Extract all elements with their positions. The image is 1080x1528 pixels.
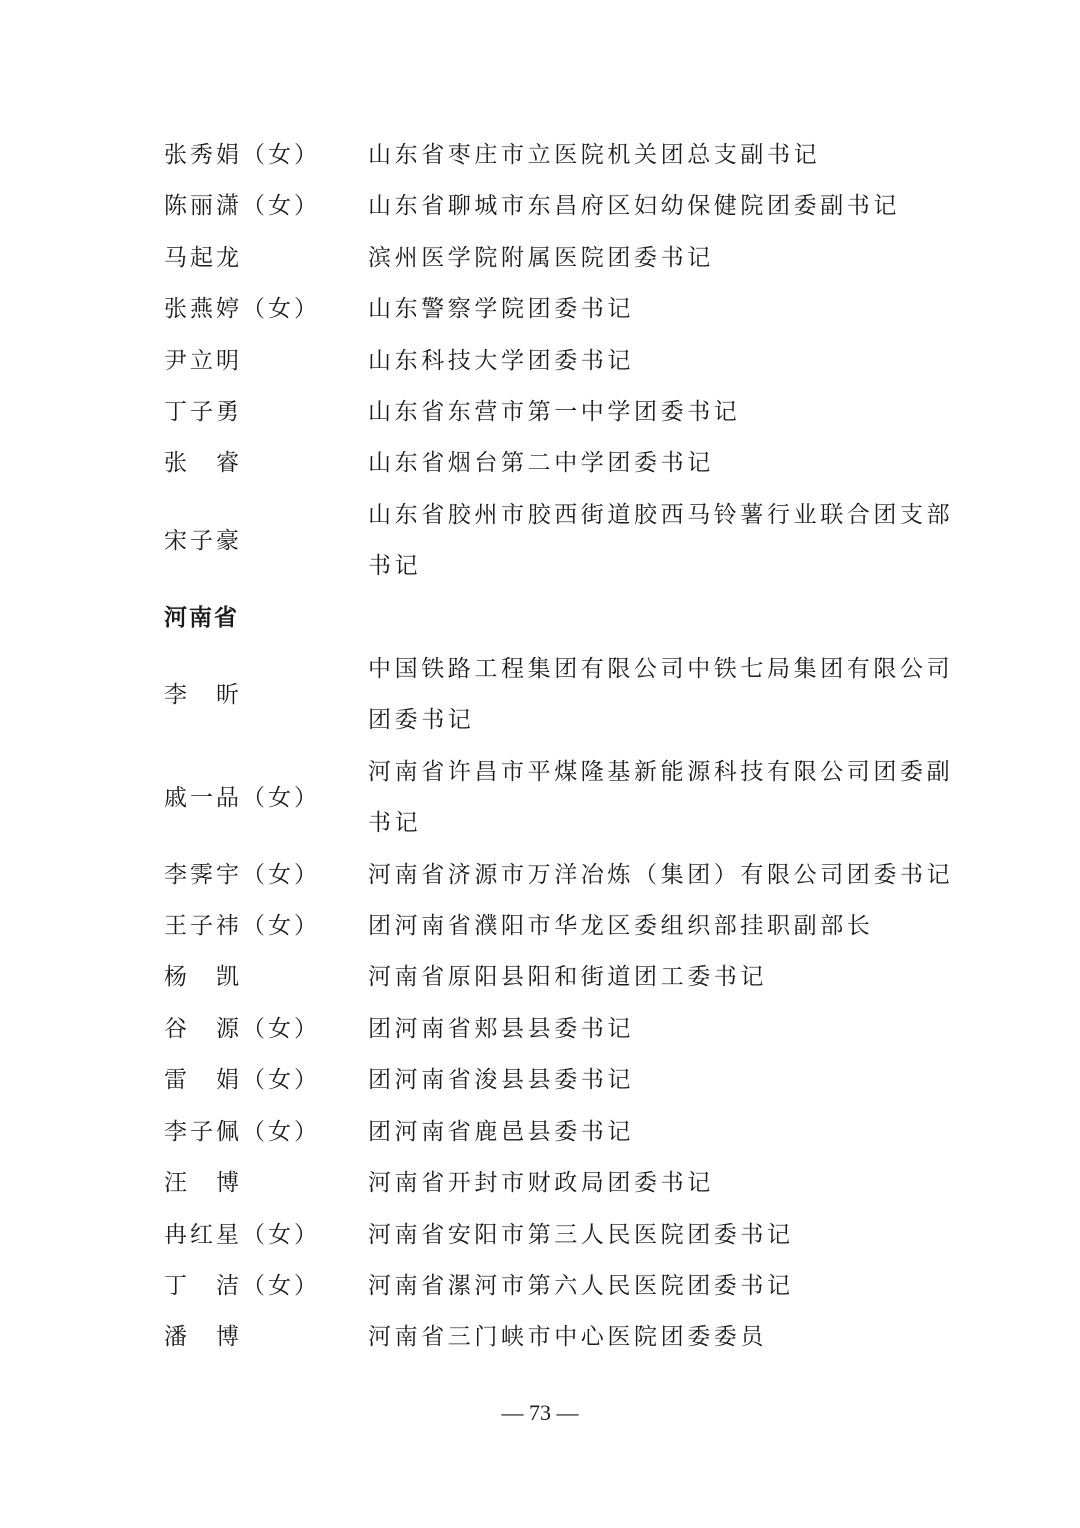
person-name: 杨 凯	[164, 964, 242, 991]
list-item	[164, 1107, 954, 1158]
list-item	[164, 233, 954, 284]
person-position: 山东省胶州市胶西街道胶西马铃薯行业联合团支部书记	[368, 501, 954, 580]
list-item	[164, 850, 954, 901]
name-list	[164, 130, 954, 1364]
person-name: 汪 博	[164, 1170, 242, 1197]
section-heading: 河南省	[164, 604, 239, 631]
list-item	[164, 284, 954, 335]
person-position: 河南省开封市财政局团委书记	[368, 1170, 714, 1197]
person-name: 张秀娟（女）	[164, 142, 320, 168]
person-position: 山东省东营市第一中学团委书记	[368, 399, 741, 426]
person-position: 河南省漯河市第六人民医院团委书记	[368, 1272, 794, 1299]
person-position: 山东省枣庄市立医院机关团总支副书记	[368, 142, 821, 168]
person-position: 河南省原阳县阳和街道团工委书记	[368, 964, 767, 991]
person-name: 张 睿	[164, 450, 242, 477]
person-name: 马起龙	[164, 244, 242, 271]
person-position: 团河南省濮阳市华龙区委组织部挂职副部长	[368, 913, 874, 940]
person-position: 中国铁路工程集团有限公司中铁七局集团有限公司团委书记	[368, 656, 954, 734]
person-position: 河南省三门峡市中心医院团委委员	[368, 1324, 767, 1351]
list-item	[164, 1261, 954, 1312]
person-name: 冉红星（女）	[164, 1221, 320, 1248]
list-item	[164, 1210, 954, 1261]
list-item	[164, 438, 954, 489]
person-position: 团河南省鹿邑县委书记	[368, 1118, 634, 1145]
person-name: 李 昕	[164, 681, 242, 708]
person-name: 宋子豪	[164, 527, 242, 554]
person-position: 山东省烟台第二中学团委书记	[368, 450, 714, 477]
person-name: 丁子勇	[164, 399, 242, 426]
person-position: 山东警察学院团委书记	[368, 296, 634, 323]
list-item	[164, 1312, 954, 1363]
person-position: 河南省许昌市平煤隆基新能源科技有限公司团委副书记	[368, 758, 954, 837]
person-name: 丁 洁（女）	[164, 1272, 320, 1299]
list-item	[164, 1055, 954, 1106]
list-item	[164, 1004, 954, 1055]
person-position: 山东省聊城市东昌府区妇幼保健院团委副书记	[368, 193, 900, 220]
list-item	[164, 130, 954, 181]
list-item	[164, 181, 954, 232]
list-item	[164, 644, 954, 747]
list-item	[164, 336, 954, 387]
list-item	[164, 952, 954, 1003]
person-name: 谷 源（女）	[164, 1015, 320, 1042]
person-name: 李子佩（女）	[164, 1118, 320, 1145]
person-position: 团河南省浚县县委书记	[368, 1067, 634, 1094]
person-name: 王子祎（女）	[164, 913, 320, 940]
list-item	[164, 387, 954, 438]
person-position: 团河南省郏县县委书记	[368, 1015, 634, 1042]
list-item	[164, 1158, 954, 1209]
person-name: 戚一品（女）	[164, 784, 320, 811]
person-name: 潘 博	[164, 1324, 242, 1351]
page-number: — 73 —	[501, 1400, 579, 1425]
person-position: 河南省济源市万洋冶炼（集团）有限公司团委书记	[368, 861, 954, 888]
list-item	[164, 901, 954, 952]
person-position: 滨州医学院附属医院团委书记	[368, 244, 714, 271]
person-name: 张燕婷（女）	[164, 296, 320, 323]
person-name: 陈丽潇（女）	[164, 193, 320, 220]
person-name: 雷 娟（女）	[164, 1067, 320, 1094]
person-position: 山东科技大学团委书记	[368, 347, 634, 374]
person-name: 李霁宇（女）	[164, 861, 320, 888]
list-item	[164, 747, 954, 850]
person-name: 尹立明	[164, 347, 242, 374]
list-item	[164, 490, 954, 593]
person-position: 河南省安阳市第三人民医院团委书记	[368, 1221, 794, 1248]
